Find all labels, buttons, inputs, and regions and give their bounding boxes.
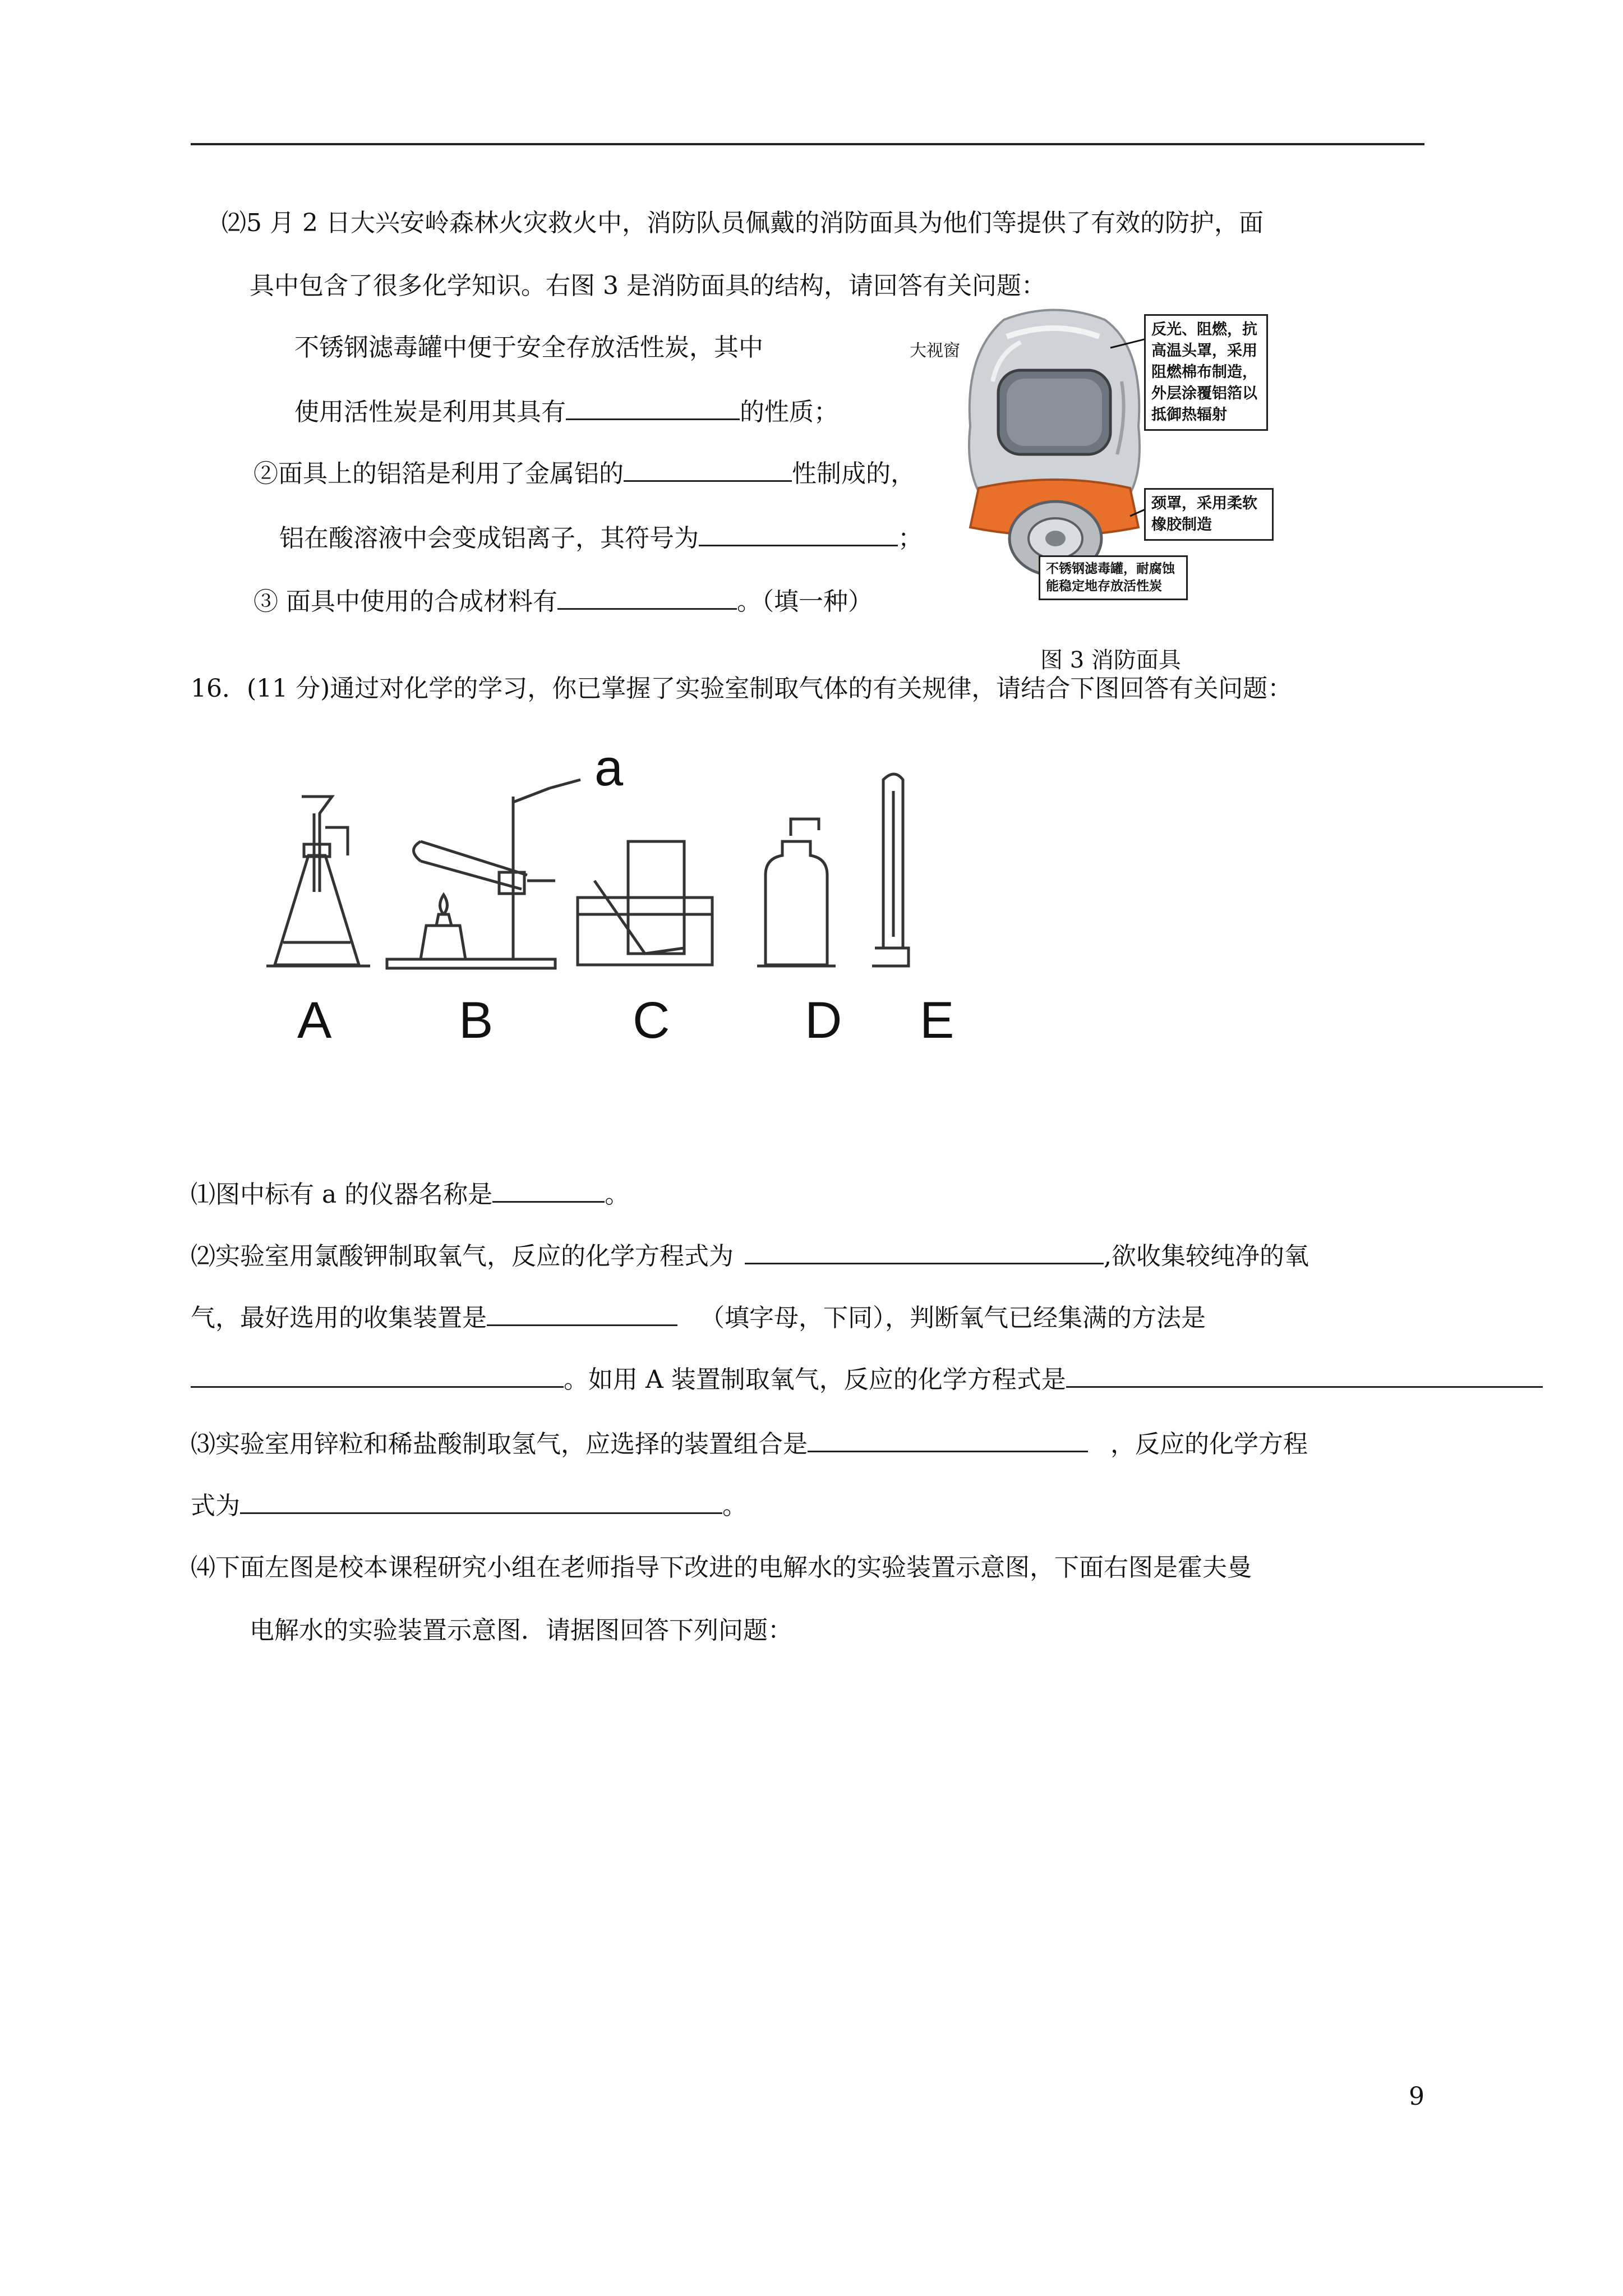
q16-sub4-line-1: ⑷下面左图是校本课程研究小组在老师指导下改进的电解水的实验装置示意图，下面右图是霍夫曼 — [191, 1553, 1252, 1582]
q16-sub2b-text: 气，最好选用的收集装置是 — [191, 1304, 487, 1332]
header-rule — [191, 143, 1424, 145]
apparatus-label-d: D — [805, 992, 842, 1049]
q15-item1-line-2 — [294, 395, 838, 429]
q15-item2-text: ②面具上的铝箔是利用了金属铝的 — [253, 459, 624, 488]
answer-blank-aluminum-ion[interactable] — [699, 522, 898, 546]
q15-item3-tail: 。（填一种） — [737, 587, 873, 616]
apparatus-d-gas-bottle — [757, 819, 836, 966]
answer-blank-aluminum-property[interactable] — [624, 458, 792, 482]
q16-sub2-tail: ,欲收集较纯净的氧 — [1104, 1242, 1309, 1271]
figure3-caption: 图 3 消防面具 — [1040, 647, 1181, 673]
figure3-fire-mask — [909, 303, 1279, 606]
hood-note-box: 反光、阻燃，抗高温头罩，采用阻燃棉布制造，外层涂覆铝箔以抵御热辐射 — [1144, 314, 1268, 431]
q16-sub4-line-2: 电解水的实验装置示意图．请据图回答下列问题： — [250, 1616, 792, 1645]
q16-sub2-text: ⑵实验室用氯酸钾制取氧气，反应的化学方程式为 — [191, 1242, 734, 1271]
apparatus-e-tube — [872, 774, 909, 966]
answer-blank-activated-carbon[interactable] — [566, 396, 740, 420]
q16-sub3-line-1 — [191, 1428, 1308, 1461]
apparatus-label-c: C — [633, 992, 670, 1049]
q15-item2-tail: 性制成的， — [792, 459, 915, 488]
canister-note-box: 不锈钢滤毒罐，耐腐蚀能稳定地存放活性炭 — [1039, 555, 1188, 600]
q16-sub2-line-2 — [191, 1301, 1206, 1335]
large-window-label: 大视窗 — [910, 341, 960, 361]
q15-item1-text: 使用活性炭是利用其具有 — [294, 398, 566, 426]
answer-blank-full-check-method[interactable] — [191, 1364, 564, 1388]
q16-sub1-text: ⑴图中标有 a 的仪器名称是 — [191, 1180, 493, 1209]
answer-blank-device-a-equation[interactable] — [1066, 1364, 1543, 1388]
q16-sub1-tail: 。 — [605, 1180, 630, 1209]
q16-sub2c-text: 。如用 A 装置制取氧气，反应的化学方程式是 — [564, 1365, 1066, 1394]
apparatus-label-b: B — [459, 992, 494, 1049]
q15-intro-line-2: 具中包含了很多化学知识。右图 3 是消防面具的结构，请回答有关问题： — [250, 272, 1046, 300]
q16-sub3-text: ⑶实验室用锌粒和稀盐酸制取氢气，应选择的装置组合是 — [191, 1430, 808, 1458]
apparatus-a-flask — [266, 797, 370, 966]
pointer-label-a: a — [594, 746, 624, 797]
q15-item2-line-2 — [279, 522, 923, 555]
answer-blank-collection-device[interactable] — [487, 1302, 677, 1326]
neck-note-box: 颈罩，采用柔软橡胶制造 — [1144, 488, 1274, 541]
q15-item3-text: ③ 面具中使用的合成材料有 — [253, 587, 557, 616]
answer-blank-h2-equation[interactable] — [240, 1490, 722, 1514]
apparatus-label-a: A — [297, 992, 332, 1049]
apparatus-b-heating-setup — [387, 780, 580, 968]
q16-sub2-line-3 — [191, 1363, 1543, 1397]
q15-item2b-tail: ； — [898, 524, 923, 553]
apparatus-figure — [258, 746, 998, 1049]
q16-sub3b-text: 式为 — [191, 1492, 240, 1520]
q15-item1-tail: 的性质； — [740, 398, 838, 426]
q16-sub1-line — [191, 1178, 629, 1212]
q15-item2-line-1 — [253, 457, 915, 491]
answer-blank-synthetic-material[interactable] — [557, 586, 737, 610]
q15-item3-line — [253, 585, 873, 619]
q15-item2b-text: 铝在酸溶液中会变成铝离子，其符号为 — [279, 524, 699, 553]
apparatus-label-e: E — [920, 992, 955, 1049]
answer-blank-kclo3-equation[interactable] — [745, 1240, 1104, 1264]
q15-intro-line-1: ⑵5 月 2 日大兴安岭森林火灾救火中，消防队员佩戴的消防面具为他们等提供了有效的防护，面 — [222, 209, 1264, 237]
q16-sub3-tail: ，反应的化学方程 — [1110, 1430, 1308, 1458]
q16-sub3b-tail: 。 — [722, 1492, 747, 1520]
answer-blank-instrument-a[interactable] — [492, 1179, 605, 1203]
answer-blank-h2-device-combo[interactable] — [808, 1428, 1088, 1452]
apparatus-c-water-trough — [578, 841, 712, 965]
q16-sub2-line-1 — [191, 1240, 1309, 1273]
q16-sub2b-tail: （填字母，下同），判断氧气已经集满的方法是 — [700, 1304, 1206, 1332]
q16-header: 16．(11 分)通过对化学的学习，你已掌握了实验室制取气体的有关规律，请结合下图回答有关问题： — [191, 674, 1293, 703]
q15-item1-line-1: 不锈钢滤毒罐中便于安全存放活性炭，其中 — [294, 333, 763, 362]
page-number: 9 — [1409, 2082, 1424, 2111]
q16-sub3-line-2 — [191, 1489, 747, 1523]
